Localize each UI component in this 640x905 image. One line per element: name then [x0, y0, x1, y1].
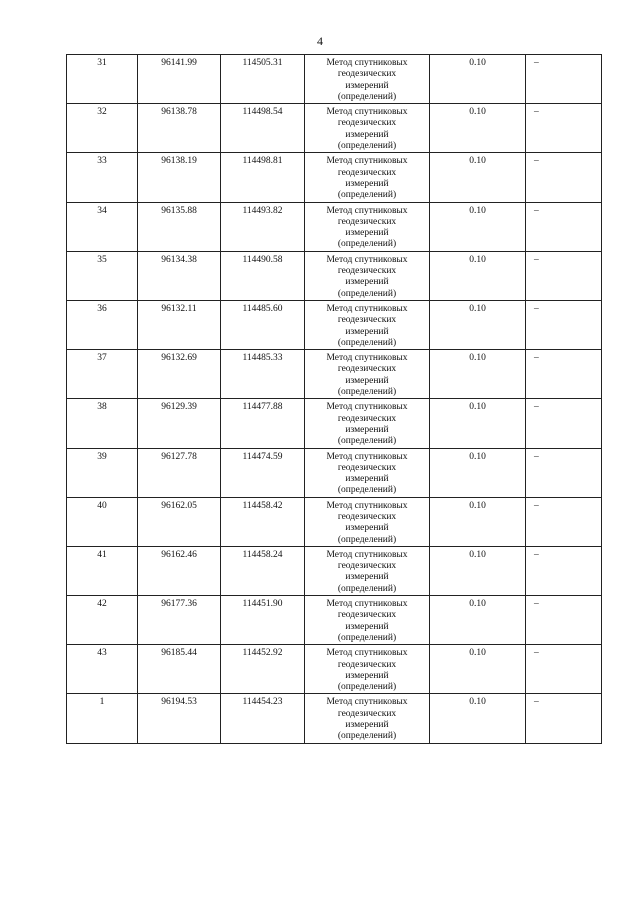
y-coordinate-cell: 114474.59 [221, 448, 305, 497]
method-line: (определений) [337, 632, 397, 643]
table-row [67, 596, 602, 645]
y-coordinate-cell: 114458.24 [221, 546, 305, 595]
y-coordinate-cell: 114498.81 [221, 153, 305, 202]
method-line: (определений) [337, 436, 397, 447]
method-line: измерений [345, 277, 389, 288]
method-line: измерений [345, 621, 389, 632]
y-coordinate-cell: 114452.92 [221, 645, 305, 694]
method-line: геодезических [337, 413, 397, 424]
page-number: 4 [317, 34, 323, 48]
x-coordinate-cell: 96162.46 [138, 546, 221, 595]
accuracy-cell: 0.10 [430, 596, 526, 645]
description-cell: – [526, 55, 602, 104]
method-line: Метод спутниковых [326, 451, 408, 462]
x-coordinate-cell: 96138.78 [138, 104, 221, 153]
method-line: (определений) [337, 485, 397, 496]
method-line: Метод спутниковых [326, 402, 408, 413]
method-cell [305, 153, 430, 202]
method-cell [305, 300, 430, 349]
table-row [67, 546, 602, 595]
point-number-cell: 37 [67, 350, 138, 399]
accuracy-cell: 0.10 [430, 448, 526, 497]
description-cell: – [526, 251, 602, 300]
y-coordinate-cell: 114490.58 [221, 251, 305, 300]
method-line: измерений [345, 375, 389, 386]
x-coordinate-cell: 96194.53 [138, 694, 221, 743]
description-cell: – [526, 300, 602, 349]
description-cell: – [526, 350, 602, 399]
method-line: измерений [345, 720, 389, 731]
x-coordinate-cell: 96132.11 [138, 300, 221, 349]
method-cell [305, 202, 430, 251]
coordinates-table [66, 54, 602, 744]
table-row [67, 202, 602, 251]
method-line: геодезических [337, 266, 397, 277]
description-cell: – [526, 596, 602, 645]
method-line: измерений [345, 326, 389, 337]
description-cell: – [526, 153, 602, 202]
y-coordinate-cell: 114505.31 [221, 55, 305, 104]
x-coordinate-cell: 96162.05 [138, 497, 221, 546]
method-cell [305, 55, 430, 104]
accuracy-cell: 0.10 [430, 399, 526, 448]
method-cell [305, 596, 430, 645]
x-coordinate-cell: 96185.44 [138, 645, 221, 694]
accuracy-cell: 0.10 [430, 202, 526, 251]
method-line: (определений) [337, 91, 397, 102]
y-coordinate-cell: 114458.42 [221, 497, 305, 546]
method-cell [305, 497, 430, 546]
method-line: Метод спутниковых [326, 353, 408, 364]
method-cell [305, 251, 430, 300]
x-coordinate-cell: 96127.78 [138, 448, 221, 497]
method-line: измерений [345, 523, 389, 534]
description-cell: – [526, 399, 602, 448]
accuracy-cell: 0.10 [430, 55, 526, 104]
x-coordinate-cell: 96141.99 [138, 55, 221, 104]
x-coordinate-cell: 96135.88 [138, 202, 221, 251]
x-coordinate-cell: 96177.36 [138, 596, 221, 645]
method-cell [305, 350, 430, 399]
description-cell: – [526, 202, 602, 251]
table-row [67, 399, 602, 448]
method-line: геодезических [337, 561, 397, 572]
y-coordinate-cell: 114485.60 [221, 300, 305, 349]
method-line: измерений [345, 474, 389, 485]
table-row [67, 497, 602, 546]
method-line: Метод спутниковых [326, 303, 408, 314]
accuracy-cell: 0.10 [430, 300, 526, 349]
method-line: измерений [345, 424, 389, 435]
method-line: измерений [345, 228, 389, 239]
y-coordinate-cell: 114498.54 [221, 104, 305, 153]
method-cell [305, 546, 430, 595]
method-line: Метод спутниковых [326, 58, 408, 68]
method-line: Метод спутниковых [326, 205, 408, 216]
method-line: (определений) [337, 190, 397, 201]
x-coordinate-cell: 96132.69 [138, 350, 221, 399]
description-cell: – [526, 645, 602, 694]
method-line: измерений [345, 80, 389, 91]
method-cell [305, 104, 430, 153]
method-line: измерений [345, 572, 389, 583]
method-line: Метод спутниковых [326, 648, 408, 659]
method-line: геодезических [337, 315, 397, 326]
method-line: геодезических [337, 462, 397, 473]
point-number-cell: 36 [67, 300, 138, 349]
table-row [67, 251, 602, 300]
method-line: (определений) [337, 534, 397, 545]
table-row [67, 448, 602, 497]
point-number-cell: 40 [67, 497, 138, 546]
point-number-cell: 35 [67, 251, 138, 300]
method-line: Метод спутниковых [326, 697, 408, 708]
point-number-cell: 42 [67, 596, 138, 645]
accuracy-cell: 0.10 [430, 104, 526, 153]
method-line: геодезических [337, 167, 397, 178]
point-number-cell: 41 [67, 546, 138, 595]
method-line: геодезических [337, 511, 397, 522]
y-coordinate-cell: 114451.90 [221, 596, 305, 645]
method-line: (определений) [337, 239, 397, 250]
point-number-cell: 38 [67, 399, 138, 448]
point-number-cell: 31 [67, 55, 138, 104]
method-cell [305, 645, 430, 694]
method-line: измерений [345, 670, 389, 681]
x-coordinate-cell: 96129.39 [138, 399, 221, 448]
method-cell [305, 694, 430, 743]
point-number-cell: 43 [67, 645, 138, 694]
method-line: (определений) [337, 583, 397, 594]
accuracy-cell: 0.10 [430, 251, 526, 300]
y-coordinate-cell: 114485.33 [221, 350, 305, 399]
accuracy-cell: 0.10 [430, 645, 526, 694]
method-line: Метод спутниковых [326, 254, 408, 265]
point-number-cell: 34 [67, 202, 138, 251]
x-coordinate-cell: 96138.19 [138, 153, 221, 202]
method-line: (определений) [337, 387, 397, 398]
table-row [67, 300, 602, 349]
method-line: Метод спутниковых [326, 500, 408, 511]
accuracy-cell: 0.10 [430, 153, 526, 202]
method-line: (определений) [337, 141, 397, 152]
x-coordinate-cell: 96134.38 [138, 251, 221, 300]
y-coordinate-cell: 114477.88 [221, 399, 305, 448]
method-line: геодезических [337, 118, 397, 129]
method-line: Метод спутниковых [326, 156, 408, 167]
table-row [67, 55, 602, 104]
table-row [67, 694, 602, 743]
accuracy-cell: 0.10 [430, 546, 526, 595]
method-cell [305, 448, 430, 497]
point-number-cell: 1 [67, 694, 138, 743]
method-line: измерений [345, 129, 389, 140]
method-line: геодезических [337, 216, 397, 227]
accuracy-cell: 0.10 [430, 694, 526, 743]
point-number-cell: 32 [67, 104, 138, 153]
table-row [67, 645, 602, 694]
method-line: геодезических [337, 364, 397, 375]
method-line: геодезических [337, 69, 397, 80]
method-line: геодезических [337, 708, 397, 719]
method-line: (определений) [337, 337, 397, 348]
method-line: измерений [345, 178, 389, 189]
table-row [67, 104, 602, 153]
description-cell: – [526, 546, 602, 595]
y-coordinate-cell: 114454.23 [221, 694, 305, 743]
method-line: Метод спутниковых [326, 107, 408, 118]
table-row [67, 153, 602, 202]
description-cell: – [526, 104, 602, 153]
point-number-cell: 33 [67, 153, 138, 202]
table-body [67, 55, 602, 744]
method-cell [305, 399, 430, 448]
description-cell: – [526, 694, 602, 743]
method-line: (определений) [337, 731, 397, 742]
method-line: геодезических [337, 610, 397, 621]
method-line: Метод спутниковых [326, 599, 408, 610]
accuracy-cell: 0.10 [430, 350, 526, 399]
table-row [67, 350, 602, 399]
method-line: (определений) [337, 288, 397, 299]
method-line: геодезических [337, 659, 397, 670]
y-coordinate-cell: 114493.82 [221, 202, 305, 251]
method-line: (определений) [337, 682, 397, 693]
method-line: Метод спутниковых [326, 549, 408, 560]
point-number-cell: 39 [67, 448, 138, 497]
description-cell: – [526, 448, 602, 497]
description-cell: – [526, 497, 602, 546]
accuracy-cell: 0.10 [430, 497, 526, 546]
